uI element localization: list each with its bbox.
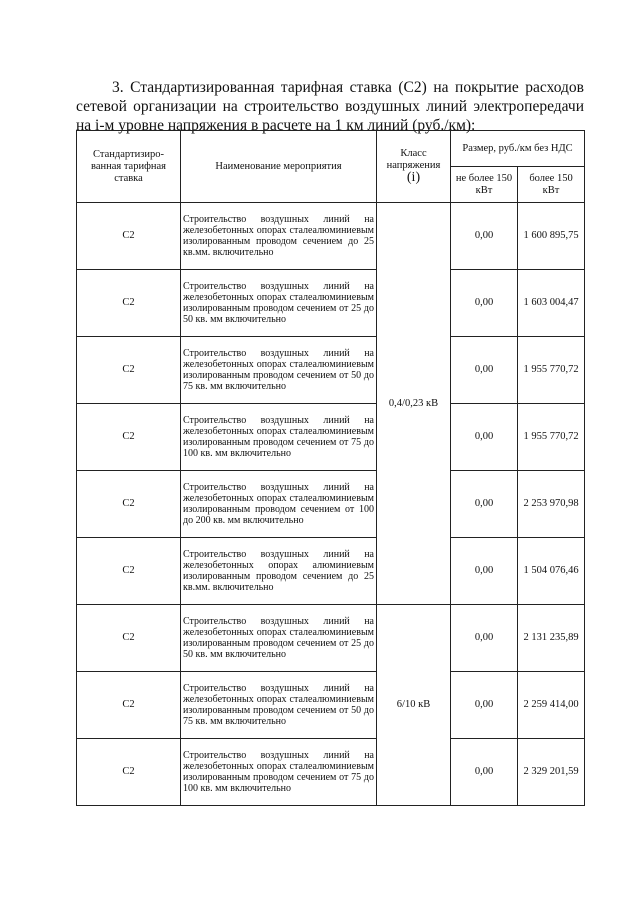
section-heading: 3. Стандартизированная тарифная ставка (С2) на покрытие расходов сетевой организации на строительство воздушных линий электропередачи на i-м уровне напряжения в расчете на 1 км линий (руб./км):	[76, 78, 584, 134]
description-cell: Строительство воздушных линий на железобетонных опорах сталеалюминиевым изолированным проводом сечением до 25 кв.мм. включительно	[181, 203, 377, 270]
voltage-cell: 0,4/0,23 кВ	[377, 203, 451, 605]
value-up-to-150-cell: 0,00	[451, 471, 518, 538]
value-over-150-cell: 1 955 770,72	[518, 404, 585, 471]
value-over-150-cell: 2 131 235,89	[518, 605, 585, 672]
table-row	[77, 203, 585, 270]
voltage-cell: 6/10 кВ	[377, 605, 451, 806]
description-cell: Строительство воздушных линий на железобетонных опорах сталеалюминиевым изолированным проводом сечением от 100 до 200 кв. мм включительно	[181, 471, 377, 538]
table-row	[77, 605, 585, 672]
table-row	[77, 471, 585, 538]
header-up-to-150: не более 150 кВт	[451, 167, 518, 203]
description-cell: Строительство воздушных линий на железобетонных опорах сталеалюминиевым изолированным проводом сечением от 50 до 75 кв. мм включительно	[181, 672, 377, 739]
value-up-to-150-cell: 0,00	[451, 337, 518, 404]
header-rate: Стандартизиро-ванная тарифная ставка	[77, 131, 181, 203]
value-up-to-150-cell: 0,00	[451, 672, 518, 739]
value-over-150-cell: 2 253 970,98	[518, 471, 585, 538]
rate-cell: С2	[77, 605, 181, 672]
rate-cell: С2	[77, 471, 181, 538]
rate-cell: С2	[77, 270, 181, 337]
header-voltage-class-index: (i)	[406, 170, 421, 185]
description-cell: Строительство воздушных линий на железобетонных опорах сталеалюминиевым изолированным проводом сечением от 25 до 50 кв. мм включительно	[181, 270, 377, 337]
description-cell: Строительство воздушных линий на железобетонных опорах сталеалюминиевым изолированным проводом сечением от 75 до 100 кв. мм включительно	[181, 404, 377, 471]
description-cell: Строительство воздушных линий на железобетонных опорах алюминиевым изолированным проводом сечением до 25 кв.мм. включительно	[181, 538, 377, 605]
rate-cell: С2	[77, 404, 181, 471]
value-up-to-150-cell: 0,00	[451, 739, 518, 806]
value-up-to-150-cell: 0,00	[451, 605, 518, 672]
value-over-150-cell: 1 603 004,47	[518, 270, 585, 337]
tariff-table	[76, 130, 585, 806]
rate-cell: С2	[77, 538, 181, 605]
table-row	[77, 739, 585, 806]
rate-cell: С2	[77, 672, 181, 739]
description-cell: Строительство воздушных линий на железобетонных опорах сталеалюминиевым изолированным проводом сечением от 50 до 75 кв. мм включительно	[181, 337, 377, 404]
value-up-to-150-cell: 0,00	[451, 404, 518, 471]
description-cell: Строительство воздушных линий на железобетонных опорах сталеалюминиевым изолированным проводом сечением от 75 до 100 кв. мм включительно	[181, 739, 377, 806]
table-row	[77, 404, 585, 471]
value-up-to-150-cell: 0,00	[451, 203, 518, 270]
header-name: Наименование мероприятия	[181, 131, 377, 203]
value-up-to-150-cell: 0,00	[451, 270, 518, 337]
table-header-row	[77, 131, 585, 167]
table-row	[77, 337, 585, 404]
table-row	[77, 538, 585, 605]
description-cell: Строительство воздушных линий на железобетонных опорах сталеалюминиевым изолированным проводом сечением от 25 до 50 кв. мм включительно	[181, 605, 377, 672]
value-over-150-cell: 1 600 895,75	[518, 203, 585, 270]
rate-cell: С2	[77, 337, 181, 404]
rate-cell: С2	[77, 203, 181, 270]
value-over-150-cell: 2 329 201,59	[518, 739, 585, 806]
table-row	[77, 672, 585, 739]
value-over-150-cell: 2 259 414,00	[518, 672, 585, 739]
rate-cell: С2	[77, 739, 181, 806]
table-body	[77, 203, 585, 806]
header-voltage-class	[377, 131, 451, 203]
value-over-150-cell: 1 955 770,72	[518, 337, 585, 404]
header-voltage-class-label: Класс напряжения	[386, 148, 441, 171]
header-size: Размер, руб./км без НДС	[451, 131, 585, 167]
header-over-150: более 150 кВт	[518, 167, 585, 203]
value-over-150-cell: 1 504 076,46	[518, 538, 585, 605]
table-row	[77, 270, 585, 337]
value-up-to-150-cell: 0,00	[451, 538, 518, 605]
